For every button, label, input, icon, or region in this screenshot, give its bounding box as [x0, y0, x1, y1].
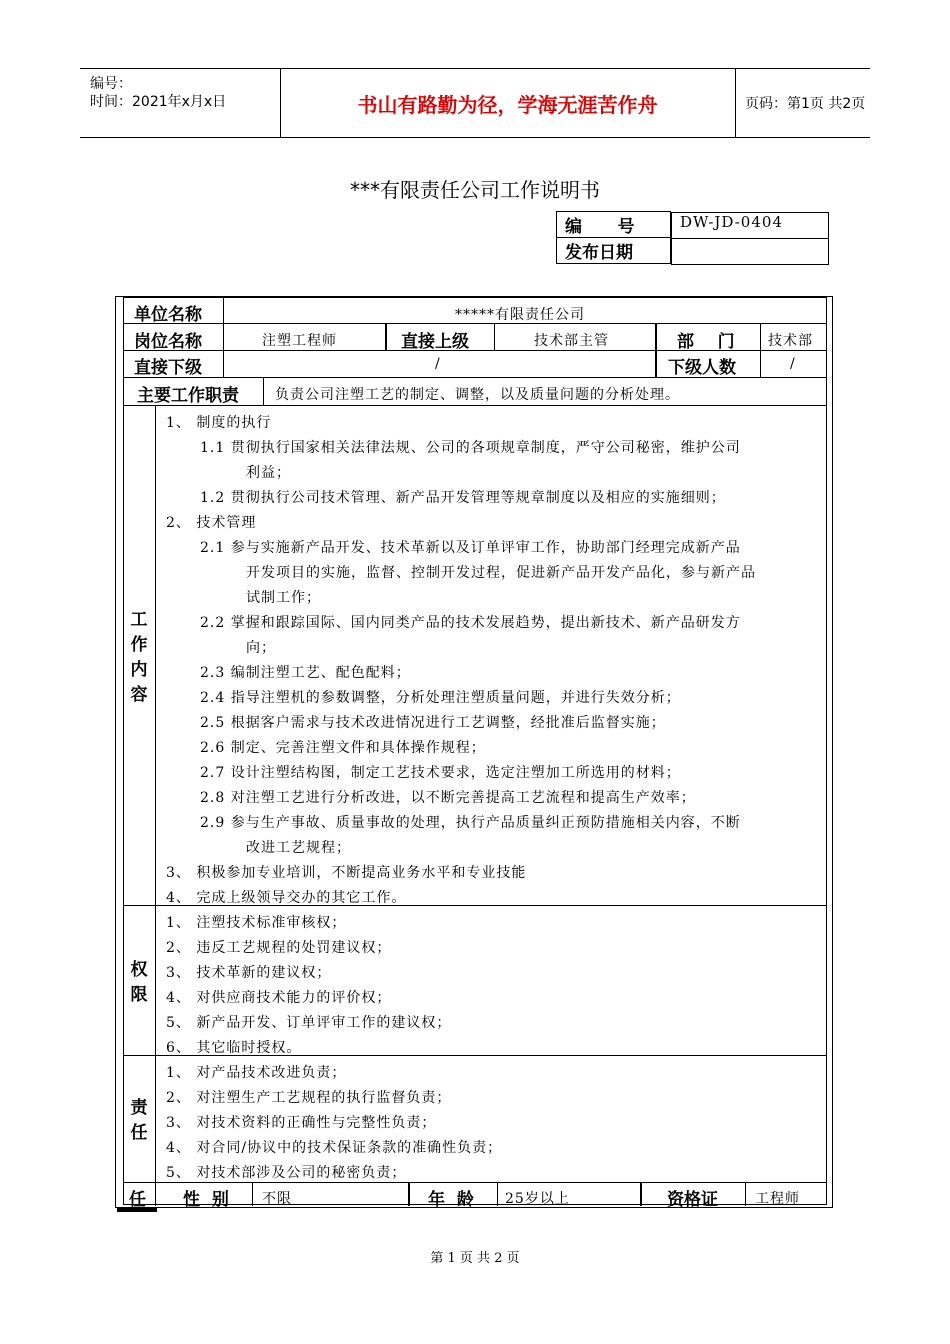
subordinate-value: /: [435, 356, 441, 372]
authority-line: 1、 注塑技术标准审核权；: [166, 915, 347, 931]
page-footer: 第 1 页 共 2 页: [430, 1251, 520, 1266]
gender-label: 性 别: [183, 1190, 229, 1210]
work-line: 开发项目的实施，监督、控制开发过程，促进新产品开发产品化，参与新产品: [246, 565, 756, 581]
page-info: 页码：第1页 共2页: [745, 96, 866, 112]
grid-line: [408, 1182, 410, 1206]
code-label: 编 号: [557, 212, 671, 238]
sub-count-label: 下级人数: [668, 358, 736, 378]
sub-count-value: /: [790, 356, 796, 372]
grid-line: [655, 324, 657, 377]
grid-line: [497, 1182, 498, 1206]
date-label: 发布日期: [557, 238, 671, 264]
work-line: 1、 制度的执行: [166, 415, 272, 431]
grid-line: [760, 324, 761, 351]
work-line: 2.1 参与实施新产品开发、技术革新以及订单评审工作，协助部门经理完成新产品: [200, 540, 741, 556]
post-value: 注塑工程师: [262, 333, 337, 349]
page-header: [80, 68, 870, 138]
authority-line: 2、 违反工艺规程的处罚建议权；: [166, 940, 392, 956]
work-line: 2.7 设计注塑结构图，制定工艺技术要求，选定注塑加工所选用的材料；: [200, 765, 681, 781]
dept-label: 部 门: [677, 332, 735, 352]
cert-value: 工程师: [755, 1191, 800, 1207]
qualify-label: 任: [129, 1190, 146, 1210]
time-label: 时间：2021年x月x日: [90, 94, 227, 110]
work-line: 向；: [246, 640, 276, 656]
responsibility-line: 4、 对合同/协议中的技术保证条款的准确性负责；: [166, 1140, 503, 1156]
grid-line: [385, 324, 387, 351]
code-value: DW-JD-0404: [671, 212, 829, 239]
grid-line: [155, 405, 156, 1182]
work-line: 1.1 贯彻执行国家相关法律法规、公司的各项规章制度，严守公司秘密，维护公司: [200, 440, 741, 456]
grid-line: [123, 1182, 827, 1183]
work-line: 试制工作；: [246, 590, 321, 606]
work-label: 工 作 内 容: [130, 610, 148, 705]
unit-label: 单位名称: [134, 305, 202, 325]
duty-text: 负责公司注塑工艺的制定、调整，以及质量问题的分析处理。: [275, 387, 680, 403]
grid-line: [263, 377, 264, 405]
grid-line: [494, 324, 495, 351]
grid-line: [640, 1182, 642, 1206]
authority-line: 3、 技术革新的建议权；: [166, 965, 332, 981]
duty-label: 主要工作职责: [137, 386, 239, 406]
date-value: [671, 238, 829, 265]
work-line: 2.6 制定、完善注塑文件和具体操作规程；: [200, 740, 486, 756]
grid-line: [745, 1182, 746, 1206]
gender-value: 不限: [262, 1191, 292, 1207]
work-line: 3、 积极参加专业培训，不断提高业务水平和专业技能: [166, 865, 527, 881]
cert-label: 资格证: [667, 1190, 718, 1210]
age-value: 25岁以上: [505, 1191, 570, 1207]
age-label: 年 龄: [428, 1190, 474, 1210]
grid-line: [155, 1182, 156, 1206]
work-line: 2.5 根据客户需求与技术改进情况进行工艺调整，经批准后监督实施；: [200, 715, 666, 731]
work-line: 4、 完成上级领导交办的其它工作。: [166, 890, 407, 906]
authority-line: 5、 新产品开发、订单评审工作的建议权；: [166, 1015, 452, 1031]
responsibility-line: 2、 对注塑生产工艺规程的执行监督负责；: [166, 1090, 452, 1106]
grid-line: [760, 350, 761, 377]
post-label: 岗位名称: [134, 332, 202, 352]
work-line: 2.8 对注塑工艺进行分析改进，以不断完善提高工艺流程和提高生产效率；: [200, 790, 696, 806]
responsibility-line: 3、 对技术资料的正确性与完整性负责；: [166, 1115, 437, 1131]
responsibility-line: 5、 对技术部涉及公司的秘密负责；: [166, 1165, 407, 1181]
authority-line: 4、 对供应商技术能力的评价权；: [166, 990, 392, 1006]
responsibility-line: 1、 对产品技术改进负责；: [166, 1065, 347, 1081]
motto: 书山有路勤为径，学海无涯苦作舟: [280, 69, 736, 137]
grid-line: [252, 1182, 253, 1206]
work-line: 2.3 编制注塑工艺、配色配料；: [200, 665, 411, 681]
grid-line: [223, 297, 224, 377]
subordinate-label: 直接下级: [134, 358, 202, 378]
unit-value: *****有限责任公司: [455, 307, 585, 323]
number-label: 编号：: [90, 76, 132, 92]
responsibility-label: 责 任: [130, 1098, 148, 1143]
work-line: 2.4 指导注塑机的参数调整，分析处理注塑质量问题，并进行失效分析；: [200, 690, 681, 706]
meta-table: [556, 211, 783, 264]
work-line: 2、 技术管理: [166, 515, 257, 531]
header-left: [80, 69, 281, 137]
dept-value: 技术部: [768, 333, 813, 349]
work-line: 1.2 贯彻执行公司技术管理、新产品开发管理等规章制度以及相应的实施细则；: [200, 490, 726, 506]
work-line: 改进工艺规程；: [246, 840, 351, 856]
authority-label: 权 限: [130, 960, 148, 1005]
work-line: 利益；: [246, 465, 291, 481]
authority-line: 6、 其它临时授权。: [166, 1040, 302, 1056]
superior-value: 技术部主管: [534, 333, 609, 349]
work-line: 2.2 掌握和跟踪国际、国内同类产品的技术发展趋势，提出新技术、新产品研发方: [200, 615, 741, 631]
superior-label: 直接上级: [401, 332, 469, 352]
work-line: 2.9 参与生产事故、质量事故的处理，执行产品质量纠正预防措施相关内容，不断: [200, 815, 741, 831]
doc-title: ***有限责任公司工作说明书: [350, 178, 600, 202]
